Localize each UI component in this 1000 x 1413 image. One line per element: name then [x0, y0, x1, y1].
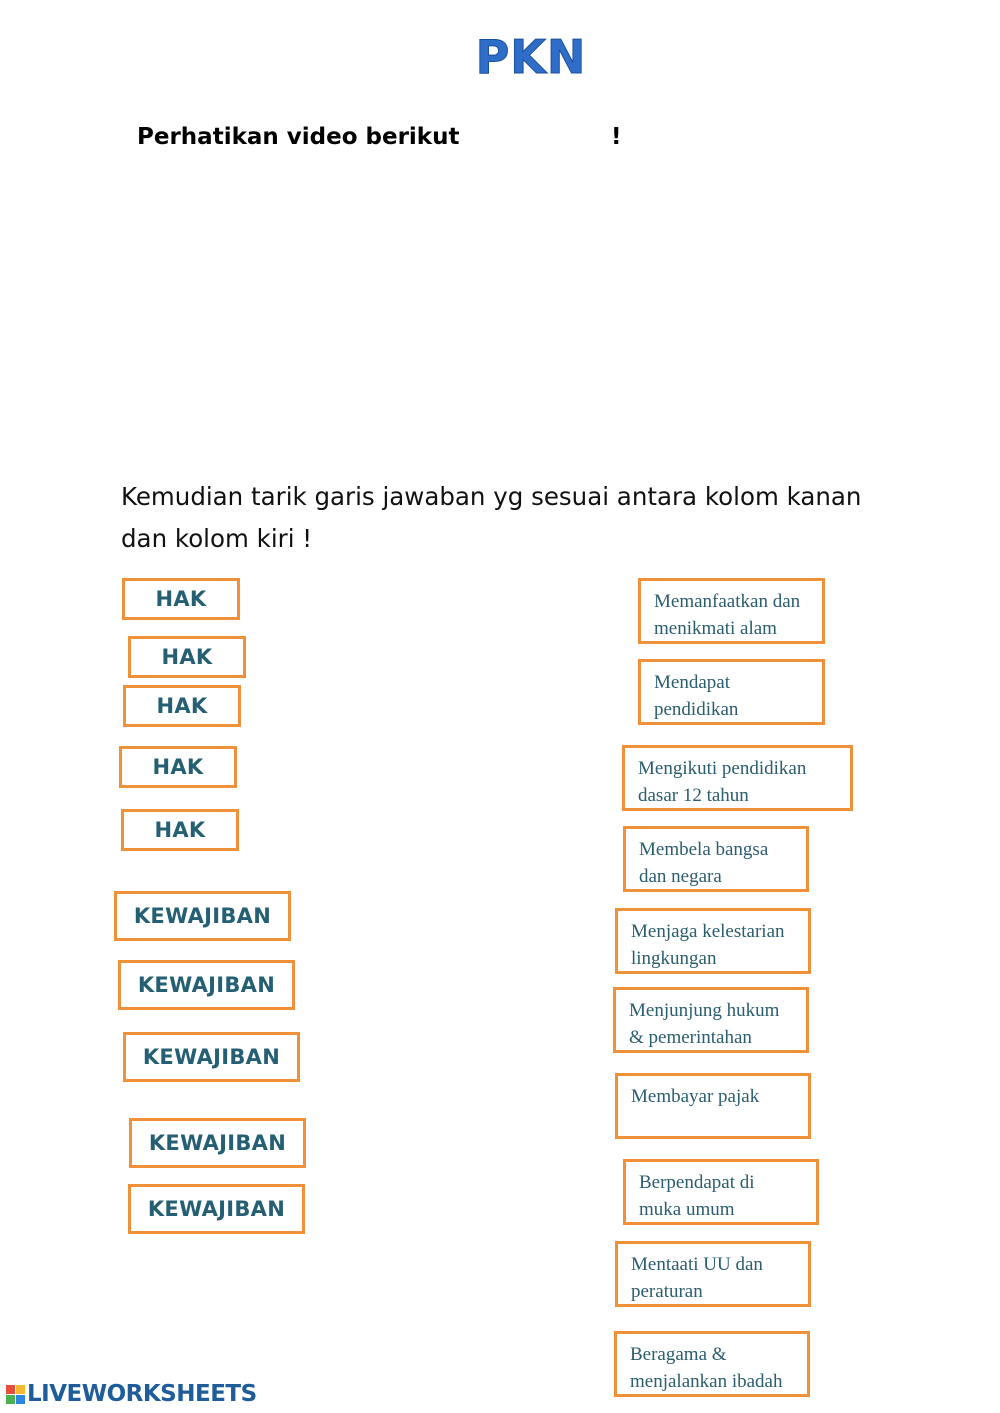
- right-item-7[interactable]: Membayar pajak: [615, 1073, 811, 1139]
- left-item-kewajiban-1[interactable]: KEWAJIBAN: [114, 891, 291, 941]
- left-item-kewajiban-4[interactable]: KEWAJIBAN: [129, 1118, 306, 1168]
- instruction-video: Perhatikan video berikut: [137, 124, 460, 150]
- right-item-10[interactable]: Beragama & menjalankan ibadah: [614, 1331, 810, 1397]
- right-item-8[interactable]: Berpendapat di muka umum: [623, 1159, 819, 1225]
- left-item-hak-2[interactable]: HAK: [128, 636, 246, 678]
- right-item-4[interactable]: Membela bangsa dan negara: [623, 826, 809, 892]
- left-item-hak-1[interactable]: HAK: [122, 578, 240, 620]
- right-item-5[interactable]: Menjaga kelestarian lingkungan: [615, 908, 811, 974]
- left-item-kewajiban-2[interactable]: KEWAJIBAN: [118, 960, 295, 1010]
- left-item-hak-3[interactable]: HAK: [123, 685, 241, 727]
- liveworksheets-logo: [6, 1381, 257, 1407]
- right-item-6[interactable]: Menjunjung hukum & pemerintahan: [613, 987, 809, 1053]
- page-title: PKN: [475, 30, 587, 84]
- left-item-hak-5[interactable]: HAK: [121, 809, 239, 851]
- instruction-match: Kemudian tarik garis jawaban yg sesuai antara kolom kanan dan kolom kiri !: [121, 482, 862, 553]
- logo-squares-icon: [6, 1385, 25, 1404]
- left-item-kewajiban-5[interactable]: KEWAJIBAN: [128, 1184, 305, 1234]
- right-item-1[interactable]: Memanfaatkan dan menikmati alam: [638, 578, 825, 644]
- logo-text: LIVEWORKSHEETS: [27, 1381, 257, 1407]
- right-item-3[interactable]: Mengikuti pendidikan dasar 12 tahun: [622, 745, 853, 811]
- instruction-video-exclamation: !: [611, 124, 622, 150]
- right-item-2[interactable]: Mendapat pendidikan: [638, 659, 825, 725]
- left-item-hak-4[interactable]: HAK: [119, 746, 237, 788]
- left-item-kewajiban-3[interactable]: KEWAJIBAN: [123, 1032, 300, 1082]
- right-item-9[interactable]: Mentaati UU dan peraturan: [615, 1241, 811, 1307]
